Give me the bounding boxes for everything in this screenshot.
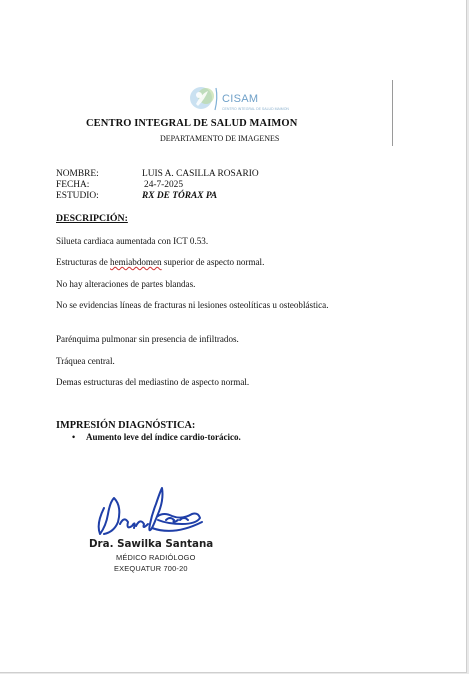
paragraph-text: superior de aspecto normal.	[161, 257, 265, 267]
description-paragraph: Silueta cardiaca aumentada con ICT 0.53.	[56, 236, 209, 246]
date-value: 24-7-2025	[144, 180, 184, 190]
description-heading: DESCRIPCIÓN:	[56, 213, 128, 224]
date-label: FECHA:	[56, 180, 90, 190]
bullet-icon: •	[72, 432, 76, 442]
study-row	[56, 191, 217, 201]
description-paragraph: Parénquima pulmonar sin presencia de infiltrados.	[56, 334, 239, 344]
study-value: RX DE TÓRAX PA	[142, 191, 218, 201]
logo-subtext: CENTRO INTEGRAL DE SALUD MAIMON	[222, 107, 289, 111]
impression-list	[72, 432, 241, 442]
name-value: LUIS A. CASILLA ROSARIO	[142, 169, 259, 179]
text-cursor-line	[392, 80, 393, 146]
doctor-role: MÉDICO RADIÓLOGO	[116, 553, 196, 562]
description-paragraph: No se evidencias líneas de fracturas ni lesiones osteolíticas u osteoblástica.	[56, 300, 329, 310]
impression-item-text: Aumento leve del índice cardio-torácico.	[86, 432, 241, 442]
clinic-title: CENTRO INTEGRAL DE SALUD MAIMON	[86, 118, 298, 129]
logo-text: CISAM	[222, 93, 259, 105]
impression-heading: IMPRESIÓN DIAGNÓSTICA:	[56, 420, 196, 431]
doctor-name: Dra. Sawilka Santana	[89, 538, 214, 550]
department-name: DEPARTAMENTO DE IMAGENES	[160, 134, 280, 143]
impression-item	[72, 432, 241, 442]
date-row	[56, 180, 183, 190]
description-paragraph	[56, 257, 346, 269]
study-label: ESTUDIO:	[56, 191, 99, 201]
patient-name-row	[56, 169, 259, 179]
misspelled-word: hemiabdomen	[110, 257, 162, 267]
description-paragraph: No hay alteraciones de partes blandas.	[56, 279, 196, 289]
description-paragraph: Tráquea central.	[56, 356, 115, 366]
description-paragraph: Demas estructuras del mediastino de aspecto normal.	[56, 377, 250, 387]
handwritten-signature	[92, 484, 210, 542]
paragraph-text: Estructuras de	[56, 257, 111, 267]
name-label: NOMBRE:	[56, 169, 99, 179]
doctor-exequatur: EXEQUATUR 700-20	[114, 564, 188, 573]
